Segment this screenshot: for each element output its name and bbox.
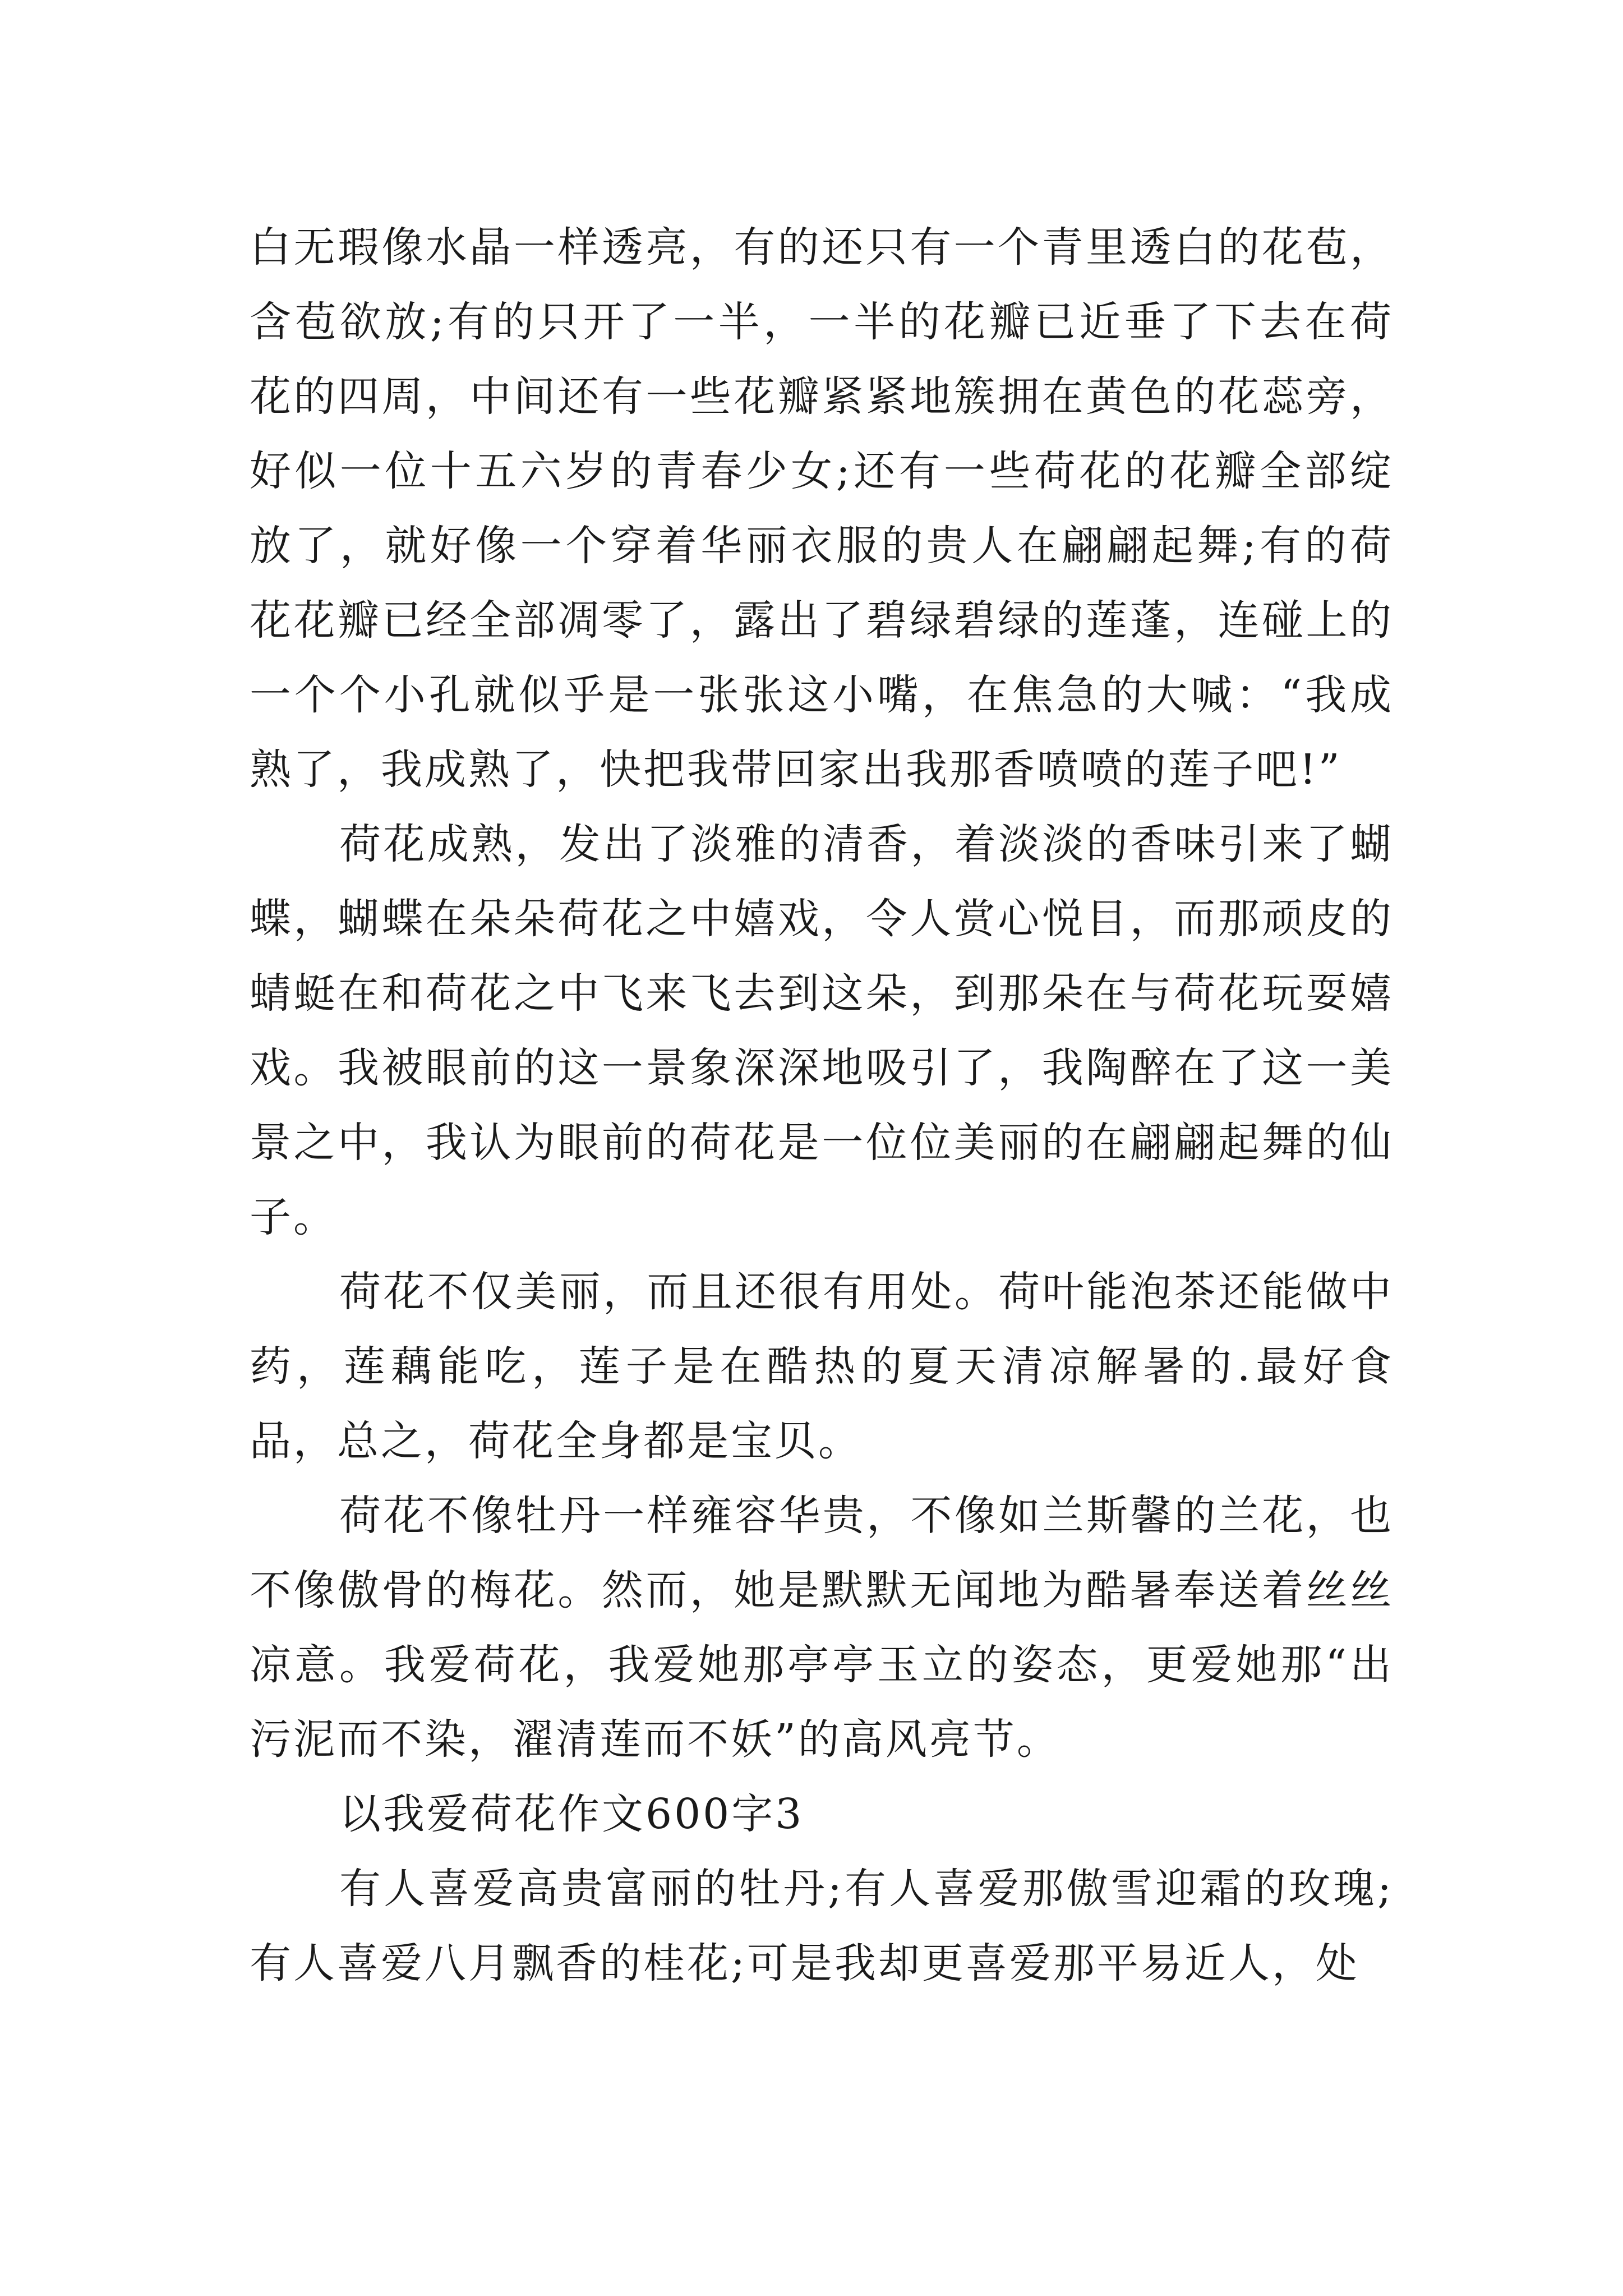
- paragraph-4: 荷花不像牡丹一样雍容华贵，不像如兰斯馨的兰花，也不像傲骨的梅花。然而，她是默默无闻地为酷暑奉送着丝丝凉意。我爱荷花，我爱她那亭亭玉立的姿态，更爱她那“出污泥而不染，濯清莲而不妖”的高风亮节。: [250, 1492, 1394, 1764]
- paragraph-5: 有人喜爱高贵富丽的牡丹;有人喜爱那傲雪迎霜的玫瑰;有人喜爱八月飘香的桂花;可是我却更喜爱那平易近人，处: [250, 1865, 1394, 1987]
- paragraph-1: 白无瑕像水晶一样透亮，有的还只有一个青里透白的花苞，含苞欲放;有的只开了一半，一半的花瓣已近垂了下去在荷花的四周，中间还有一些花瓣紧紧地簇拥在黄色的花蕊旁，好似一位十五六岁的青春少女;还有一些荷花的花瓣全部绽放了，就好像一个穿着华丽衣服的贵人在翩翩起舞;有的荷花花瓣已经全部凋零了，露出了碧绿碧绿的莲蓬，连碰上的一个个小孔就似乎是一张张这小嘴，在焦急的大喊：“我成熟了，我成熟了，快把我带回家出我那香喷喷的莲子吧!”: [250, 223, 1394, 794]
- section-heading: 以我爱荷花作文600字3: [339, 1790, 804, 1838]
- paragraph-3: 荷花不仅美丽，而且还很有用处。荷叶能泡茶还能做中药，莲藕能吃，莲子是在酷热的夏天清凉解暑的.最好食品，总之，荷花全身都是宝贝。: [250, 1268, 1394, 1465]
- paragraph-2: 荷花成熟，发出了淡雅的清香，着淡淡的香味引来了蝴蝶，蝴蝶在朵朵荷花之中嬉戏，令人赏心悦目，而那顽皮的蜻蜓在和荷花之中飞来飞去到这朵，到那朵在与荷花玩耍嬉戏。我被眼前的这一景象深深地吸引了，我陶醉在了这一美景之中，我认为眼前的荷花是一位位美丽的在翩翩起舞的仙子。: [250, 820, 1394, 1241]
- document-body: [250, 210, 1394, 2001]
